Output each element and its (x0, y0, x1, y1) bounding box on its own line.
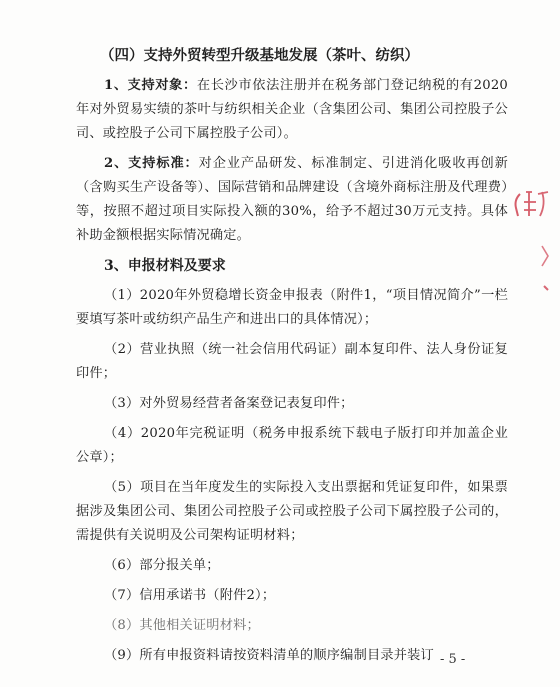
support-target-text: 在长沙市依法注册并在税务部门登记纳税的有2020年对外贸易实绩的茶叶与纺织相关企业（含集团公司、集团公司控股子公司、或控股子公司下属控股子公司）。 (76, 78, 509, 141)
material-item-1: （1）2020年外贸稳增长资金申报表（附件1，“项目情况简介”一栏要填写茶叶或纺织产品生产和进出口的具体情况）； (76, 288, 508, 327)
material-item-3: （3）对外贸易经营者备案登记表复印件； (104, 396, 354, 411)
material-item-9: （9）所有申报资料请按资料清单的顺序编制目录并装订 (104, 648, 434, 663)
material-item-7: （7）信用承诺书（附件2）； (104, 588, 276, 603)
seal-stamp-fragment (512, 186, 552, 296)
document-body (76, 44, 508, 674)
material-item-2: （2）营业执照（统一社会信用代码证）副本复印件、法人身份证复印件； (76, 342, 508, 381)
material-item-5: （5）项目在当年度发生的实际投入支出票据和凭证复印件，如果票据涉及集团公司、集团公司控股子公司或控股子公司下属控股子公司的，需提供有关说明及公司架构证明材料； (76, 480, 508, 543)
page-number: - 5 - (440, 652, 466, 667)
materials-heading: 3、申报材料及要求 (104, 258, 226, 274)
support-target-paragraph (76, 74, 508, 146)
support-standard-text: 对企业产品研发、标准制定、引进消化吸收再创新（含购买生产设备等）、国际营销和品牌建设（含境外商标注册及代理费）等，按照不超过项目实际投入额的30%，给予不超过30万元支持。具体补助金额根据实际情况确定。 (76, 156, 509, 243)
support-standard-lead: 2、支持标准： (104, 156, 199, 171)
support-standard-paragraph (76, 152, 508, 248)
material-item-4: （4）2020年完税证明（税务申报系统下载电子版打印并加盖企业公章）； (76, 426, 508, 465)
material-item-6: （6）部分报关单； (104, 558, 220, 573)
section-heading: （四）支持外贸转型升级基地发展（茶叶、纺织） (100, 47, 419, 64)
support-target-lead: 1、支持对象： (104, 78, 197, 93)
material-item-8: （8）其他相关证明材料； (104, 618, 260, 633)
